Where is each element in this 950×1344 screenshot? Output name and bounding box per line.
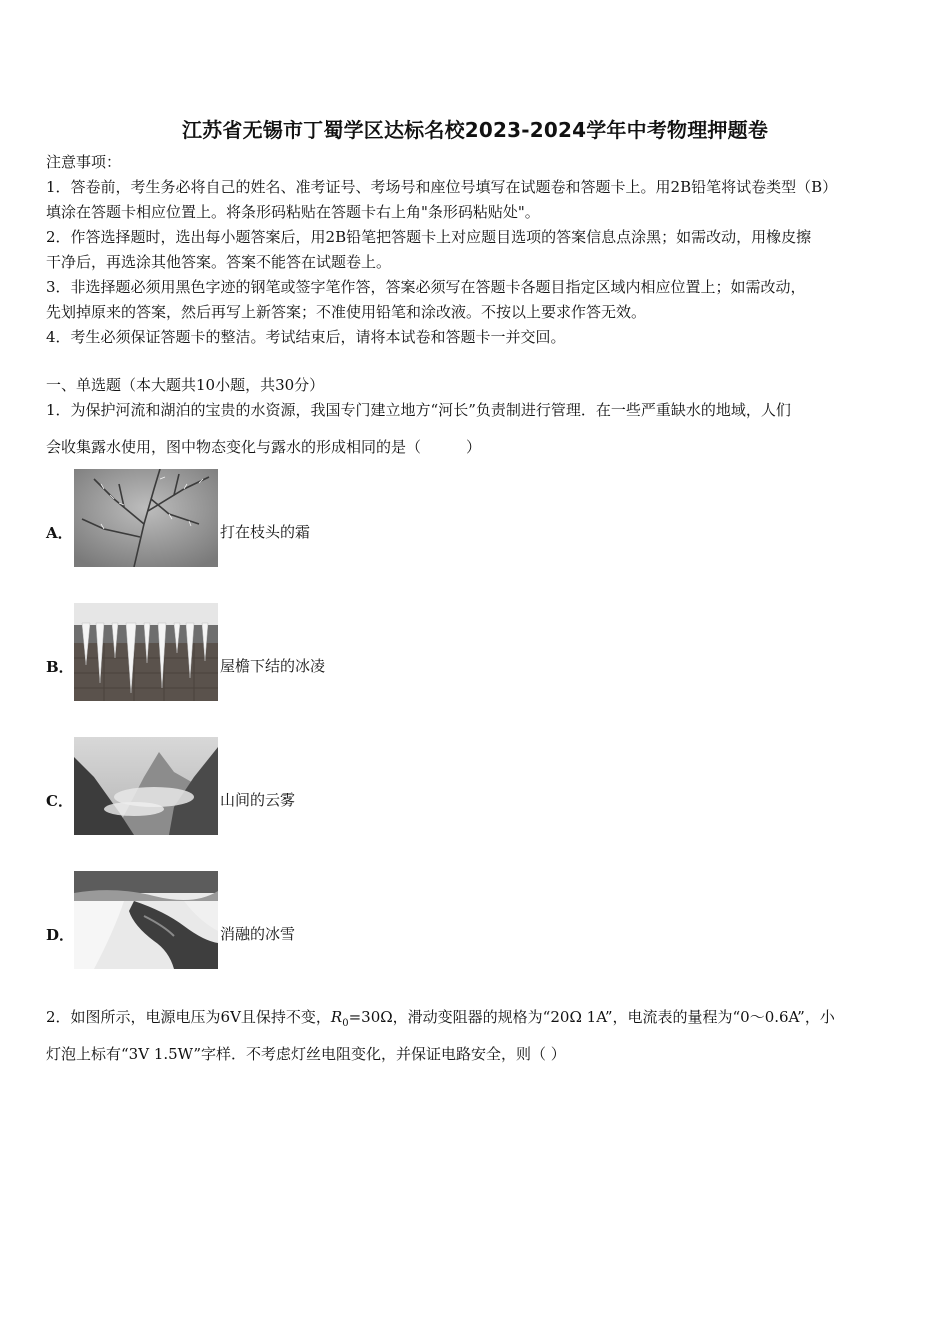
question-2-part: 2．如图所示，电源电压为6V且保持不变， [46,1008,331,1026]
question-2-part: =30Ω，滑动变阻器的规格为“20Ω 1A”，电流表的量程为“0～0.6A”，小 [348,1008,835,1026]
question-2-text: 灯泡上标有“3V 1.5W”字样．不考虑灯丝电阻变化，并保证电路安全，则（ ） [46,1045,566,1063]
option-label: C． [46,792,73,810]
section-heading: 一、单选题（本大题共10小题，共30分） [46,376,325,394]
notice-line: 先划掉原来的答案，然后再写上新答案；不准使用铅笔和涂改液。不按以上要求作答无效。 [46,303,647,321]
frost-branch-photo [74,469,218,567]
notice-line: 3．非选择题必须用黑色字迹的钢笔或签字笔作答，答案必须写在答题卡各题目指定区域内相应位置上；如需改动， [46,278,806,296]
notice-line: 4．考生必须保证答题卡的整洁。考试结束后，请将本试卷和答题卡一并交回。 [46,328,566,346]
notice-line: 1．答卷前，考生务必将自己的姓名、准考证号、考场号和座位号填写在试题卷和答题卡上。用2B铅笔将试卷类型（B） [46,178,838,196]
melting-snow-photo [74,871,218,969]
notice-heading: 注意事项： [46,153,122,171]
option-label: B． [46,658,74,676]
option-label: A． [46,524,73,542]
option-text: 打在枝头的霜 [220,523,311,541]
exam-title: 江苏省无锡市丁蜀学区达标名校2023-2024学年中考物理押题卷 [181,118,769,142]
notice-line: 填涂在答题卡相应位置上。将条形码粘贴在答题卡右上角"条形码粘贴处"。 [46,203,540,221]
notice-line: 干净后，再选涂其他答案。答案不能答在试题卷上。 [46,253,392,271]
question-2-text [46,1007,835,1034]
mountain-mist-photo [74,737,218,835]
option-label: D． [46,926,75,944]
option-text: 消融的冰雪 [220,925,296,943]
question-1-text: 会收集露水使用，图中物态变化与露水的形成相同的是（ ） [46,438,482,456]
resistor-subscript: 0 [342,1018,349,1029]
option-text: 屋檐下结的冰凌 [220,657,326,675]
question-1-text: 1．为保护河流和湖泊的宝贵的水资源，我国专门建立地方“河长”负责制进行管理．在一些严重缺水的地域，人们 [46,401,791,419]
notice-line: 2．作答选择题时，选出每小题答案后，用2B铅笔把答题卡上对应题目选项的答案信息点涂黑；如需改动，用橡皮擦 [46,228,812,246]
resistor-symbol: R [330,1008,343,1026]
option-text: 山间的云雾 [220,791,296,809]
icicles-photo [74,603,218,701]
